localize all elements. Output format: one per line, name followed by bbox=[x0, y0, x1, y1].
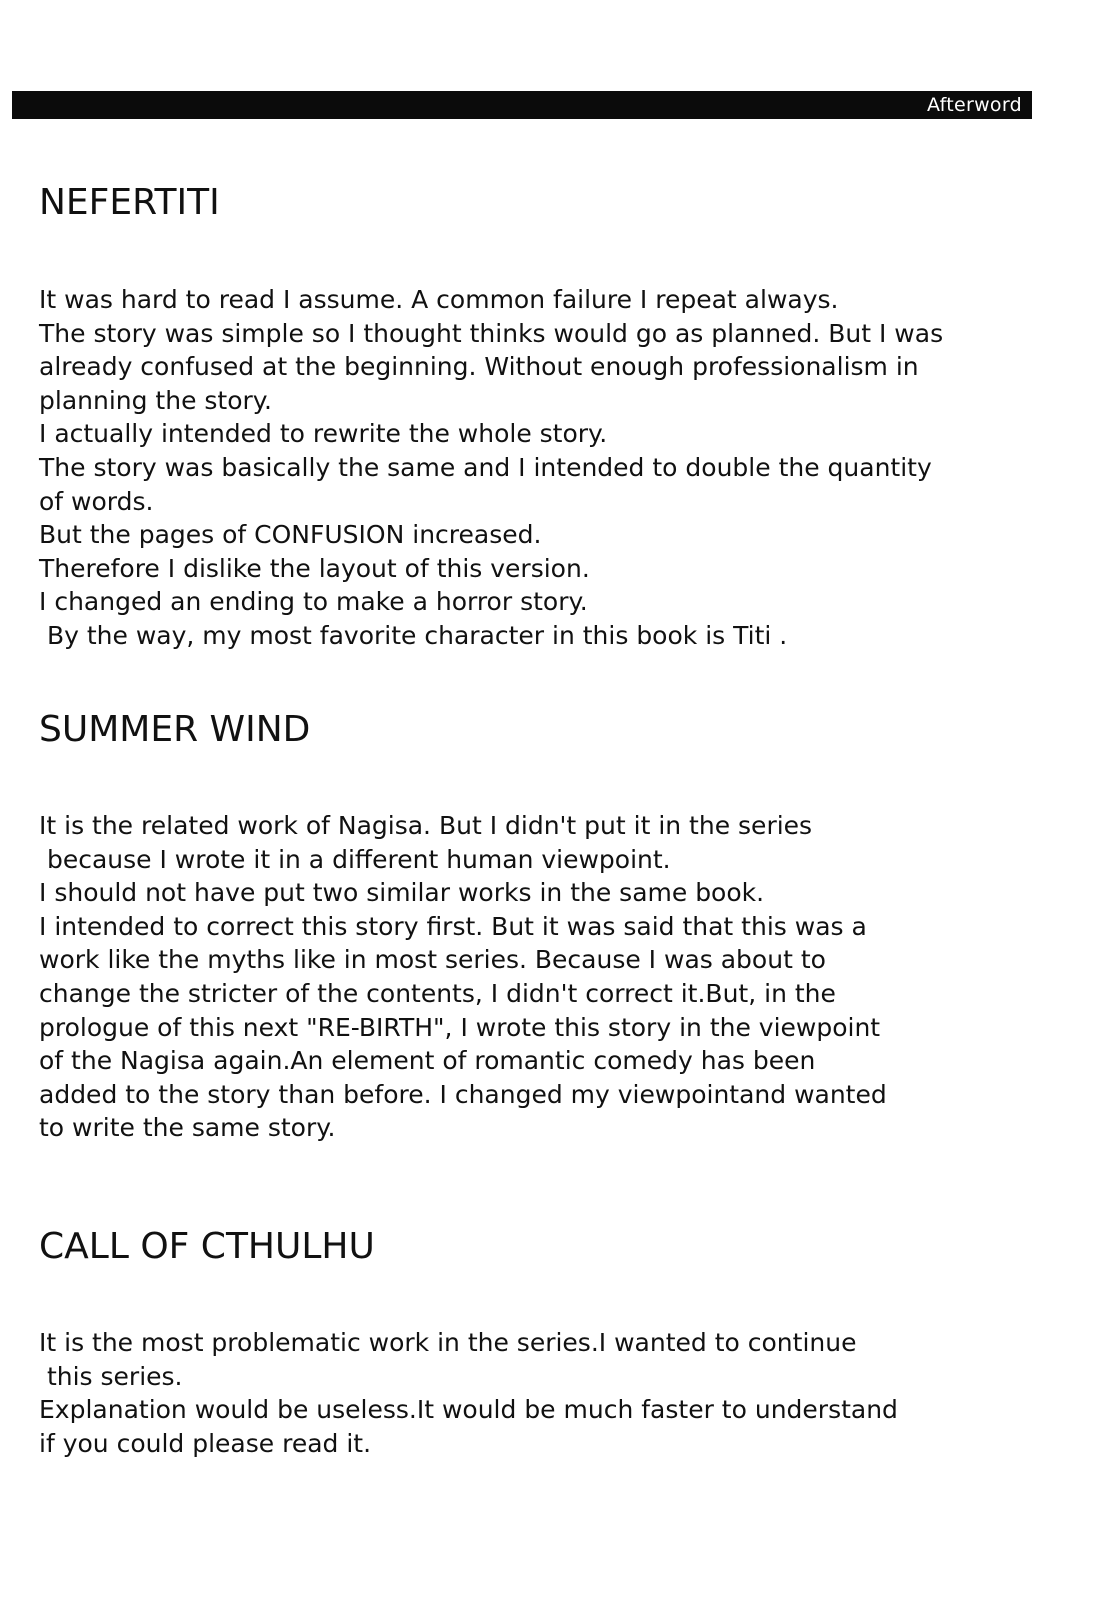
text-line: I should not have put two similar works in the same book. bbox=[39, 878, 765, 908]
text-line: The story was basically the same and I intended to double the quantity bbox=[39, 452, 932, 482]
text-line: I intended to correct this story first. But it was said that this was a bbox=[39, 911, 867, 941]
text-line: work like the myths like in most series. Because I was about to bbox=[39, 945, 826, 975]
text-line: It was hard to read I assume. A common failure I repeat always. bbox=[39, 285, 839, 314]
text-line: By the way, my most favorite character in this book is Titi . bbox=[39, 620, 788, 650]
text-line: of words. bbox=[39, 486, 154, 516]
section-title: SUMMER WIND bbox=[39, 709, 311, 750]
section-nefertiti bbox=[39, 181, 1039, 653]
text-line: The story was simple so I thought thinks would go as planned. But I was bbox=[39, 318, 944, 348]
section-body bbox=[39, 283, 1039, 653]
section-summer-wind bbox=[39, 708, 1039, 1145]
section-call-of-cthulhu bbox=[39, 1225, 1039, 1460]
text-line: already confused at the beginning. Without enough professionalism in bbox=[39, 352, 919, 382]
text-line: It is the related work of Nagisa. But I didn't put it in the series bbox=[39, 811, 813, 840]
text-line: change the stricter of the contents, I didn't correct it.But, in the bbox=[39, 978, 836, 1008]
section-title: NEFERTITI bbox=[39, 182, 220, 223]
text-line: if you could please read it. bbox=[39, 1428, 372, 1458]
header-label: Afterword bbox=[926, 94, 1022, 116]
text-line: prologue of this next "RE-BIRTH", I wrote this story in the viewpoint bbox=[39, 1012, 881, 1042]
text-line: Explanation would be useless.It would be much faster to understand bbox=[39, 1395, 898, 1425]
text-line: I changed an ending to make a horror story. bbox=[39, 587, 588, 617]
section-body bbox=[39, 809, 1039, 1145]
text-line: of the Nagisa again.An element of romantic comedy has been bbox=[39, 1046, 816, 1076]
section-title: CALL OF CTHULHU bbox=[39, 1226, 375, 1267]
text-line: Therefore I dislike the layout of this version. bbox=[39, 553, 590, 583]
text-line: because I wrote it in a different human viewpoint. bbox=[39, 844, 671, 874]
header-bar bbox=[12, 91, 1032, 119]
text-line: added to the story than before. I changed my viewpointand wanted bbox=[39, 1079, 887, 1109]
text-line: But the pages of CONFUSION increased. bbox=[39, 520, 542, 550]
section-body bbox=[39, 1326, 1039, 1460]
text-line: planning the story. bbox=[39, 385, 272, 415]
text-line: I actually intended to rewrite the whole story. bbox=[39, 419, 608, 449]
text-line: to write the same story. bbox=[39, 1113, 336, 1143]
text-line: It is the most problematic work in the series.I wanted to continue bbox=[39, 1328, 857, 1357]
text-line: this series. bbox=[39, 1361, 183, 1391]
